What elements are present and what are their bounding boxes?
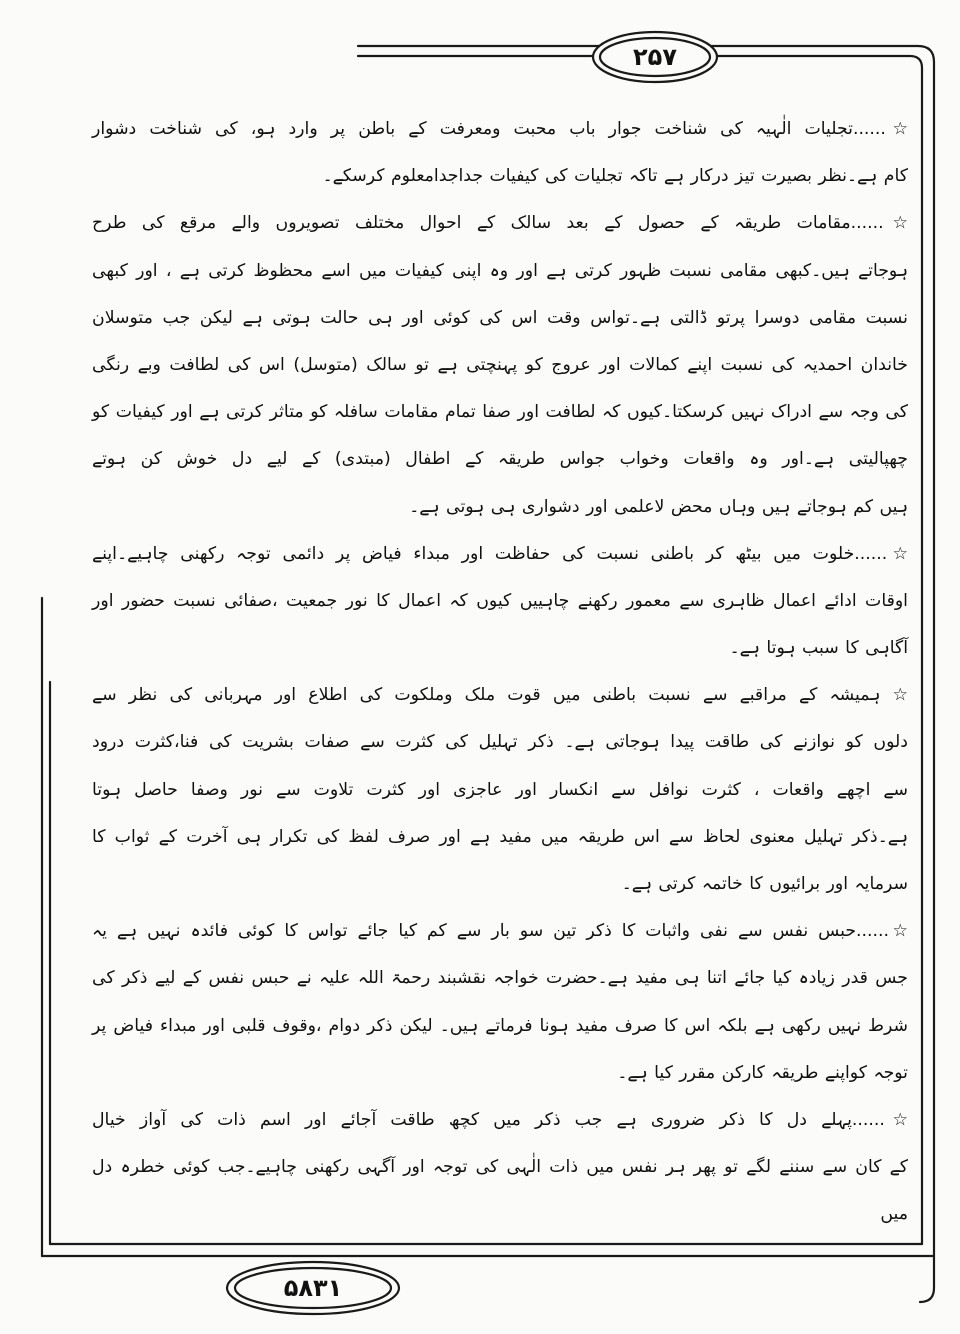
text-line: ☆ ہمیشہ کے مراقبے سے نسبت باطنی میں قوت ملک وملکوت کی اطلاع اور مہربانی کی نظر سے	[92, 685, 908, 706]
text-line: ہیں کم ہوجاتے ہیں وہاں محض لاعلمی اور دشواری ہی ہوتی ہے۔	[409, 496, 908, 517]
paragraph	[92, 531, 908, 673]
text-line: سرمایہ اور برائیوں کا خاتمہ کرتی ہے۔	[621, 874, 908, 894]
text-line: ☆......پہلے دل کا ذکر ضروری ہے جب ذکر میں کچھ طاقت آجائے اور اسم ذات کی آواز خیال	[92, 1109, 908, 1130]
text-line: ☆......خلوت میں بیٹھ کر باطنی نسبت کی حفاظت اور مبداء فیاض پر دائمی توجہ رکھنی چاہیے۔اپنے	[92, 543, 908, 564]
text-line: ہوجاتے ہیں۔کبھی مقامی نسبت ظہور کرتی ہے اور وہ اپنی کیفیات میں اسے محظوظ کرتی ہے ، اور کبھی	[92, 260, 908, 281]
text-line: آگاہی کا سبب ہوتا ہے۔	[729, 638, 908, 659]
text-line: ☆......تجلیات الٰہیہ کی شناخت جوار باب محبت ومعرفت کے باطن پر وارد ہو، کی شناخت دشوار	[92, 119, 908, 139]
text-line: شرط نہیں رکھی ہے بلکہ اس کا صرف مفید ہونا فرماتے ہیں۔ لیکن ذکر دوام ،وقوف قلبی اور مبداء فیاض پر	[92, 1015, 908, 1036]
text-line: کے کان سے سننے لگے تو پھر ہر نفس میں ذات الٰہی کی توجہ اور آگہی رکھنی چاہیے۔جب کوئی خطرہ دل میں	[92, 1157, 908, 1225]
paragraph	[92, 200, 908, 530]
text-line: توجہ کواپنے طریقہ کارکن مقرر کیا ہے۔	[617, 1062, 908, 1083]
text-line: ☆......مقامات طریقہ کے حصول کے بعد سالک کے احوال مختلف تصویروں والے مرقع کی طرح	[92, 213, 908, 234]
paragraph	[92, 672, 908, 908]
page-body-text	[92, 106, 908, 1225]
text-line: اوقات ادائے اعمال ظاہری سے معمور رکھنے چاہییں کیوں کہ اعمال کا نور جمعیت ،صفائی نسبت حضور اور	[92, 590, 908, 611]
text-line: کام ہے۔نظر بصیرت تیز درکار ہے تاکہ تجلیات کی کیفیات جداجدامعلوم کرسکے۔	[322, 166, 908, 187]
page-number-bottom: ۵۸۳۱	[283, 1274, 343, 1302]
text-line: چھپالیتی ہے۔اور وہ واقعات وخواب جواس طریقہ کے اطفال (مبتدی) کے لیے دل خوش کن ہوتے	[92, 449, 908, 470]
text-line: خاندان احمدیہ کی نسبت اپنے کمالات اور عروج کو پہنچتی ہے تو سالک (متوسل) اس کی لطافت وبے رنگی	[92, 354, 908, 375]
page-number-top: ۲۵۷	[633, 43, 677, 71]
paragraph	[92, 908, 908, 1097]
text-line: نسبت مقامی دوسرا پرتو ڈالتی ہے۔تواس وقت اس کی کوئی اور ہی حالت ہوتی ہے لیکن جب متوسلان	[92, 307, 908, 328]
text-line: جس قدر زیادہ کیا جائے اتنا ہی مفید ہے۔حضرت خواجہ نقشبند رحمۃ اللہ علیہ نے حبس نفس کے لیے ذکر کی	[92, 968, 908, 989]
text-line: ہے۔ذکر تہلیل معنوی لحاظ سے اس طریقہ میں مفید ہے اور صرف لفظ کی تکرار ہی آخرت کے ثواب کا	[92, 826, 908, 847]
paragraph	[92, 106, 908, 200]
text-line: کی وجہ سے ادراک نہیں کرسکتا۔کیوں کہ لطافت اور صفا تمام مقامات سافلہ کو متاثر کرتی ہے اور کیفیات کو	[92, 402, 908, 423]
text-line: ☆......حبس نفس سے نفی واثبات کا ذکر تین سو بار سے کم کیا جائے تواس کا کوئی فائدہ نہیں ہے یہ	[92, 921, 908, 942]
text-line: سے اچھے واقعات ، کثرت نوافل سے انکسار اور عاجزی اور کثرت تلاوت سے نور وصفا حاصل ہوتا	[92, 779, 908, 800]
text-line: دلوں کو نوازنے کی طاقت پیدا ہوجاتی ہے۔ ذکر تہلیل کی کثرت سے صفات بشریت کی فنا،کثرت درود	[92, 732, 908, 753]
paragraph	[92, 1097, 908, 1225]
